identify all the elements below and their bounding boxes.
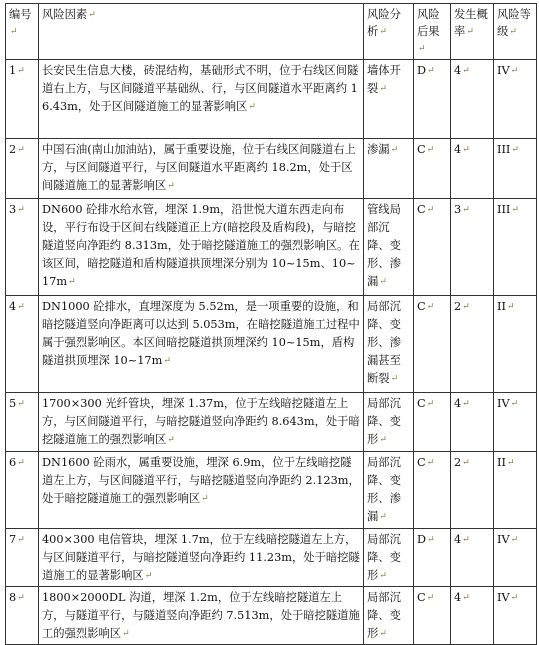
cell-factor: 1800×2000DL 沟道，埋深 1.2m，位于左线暗挖隧道左上方，与隧道平行，与隧道竖向净距约 7.513m，处于暗挖隧道施工的强烈影响区↵ [39,587,364,645]
cell-factor: 400×300 电信管块，埋深 1.7m，位于左线暗挖隧道左上方，与区间隧道平行，与暗挖隧道竖向净距约 11.23m，处于暗挖隧道施工的显著影响区↵ [39,529,364,587]
cell-no: 1↵ [6,60,39,139]
cell-factor: DN600 砼排水给水管，埋深 1.9m，沿世悦大道东西走向布设，平行布设于区间右线隧道正上方(暗挖段及盾构段)，与暗挖隧道竖向净距约 8.313m，处于暗挖隧道施工的强烈影响区。在该区间，暗挖隧道和盾构隧道拱顶埋深分别为 10~15m、10~17m↵ [39,199,364,296]
cell-probability: 2↵ [451,296,494,393]
header-consequence: 风险后果↵ [414,4,451,60]
cell-consequence: C↵ [414,199,451,296]
cell-no: 8↵ [6,587,39,645]
cell-consequence: C↵ [414,587,451,645]
cell-no: 3↵ [6,199,39,296]
cell-level: IV↵ [494,529,537,587]
header-analysis: 风险分析↵ [364,4,414,60]
risk-table [5,3,537,645]
cell-consequence: C↵ [414,393,451,452]
cell-level: IV↵ [494,393,537,452]
cell-no: 7↵ [6,529,39,587]
header-row [6,4,537,60]
cell-level: IV↵ [494,60,537,139]
table-row [6,529,537,587]
cell-factor: DN1600 砼雨水，属重要设施，埋深 6.9m，位于左线暗挖隧道左上方，与区间隧道平行，与暗挖隧道竖向净距约 2.123m，处于暗挖隧道施工的强烈影响区↵ [39,452,364,529]
cell-analysis: 局部沉降、变形、渗漏甚至断裂↵ [364,296,414,393]
cell-level: II↵ [494,452,537,529]
cell-probability: 4↵ [451,587,494,645]
cell-consequence: D↵ [414,529,451,587]
cell-probability: 4↵ [451,139,494,199]
table-row [6,199,537,296]
cell-factor: 长安民生信息大楼，砖混结构，基础形式不明，位于右线区间隧道右上方，与区间隧道平基础纵、行，与区间隧道水平距离约 16.43m，处于区间隧道施工的显著影响区↵ [39,60,364,139]
cell-no: 4↵ [6,296,39,393]
cell-analysis: 渗漏↵ [364,139,414,199]
cell-level: II↵ [494,296,537,393]
cell-analysis: 局部沉降、变形、渗漏↵ [364,452,414,529]
header-factor: 风险因素↵ [39,4,364,60]
cell-consequence: D↵ [414,60,451,139]
cell-analysis: 局部沉降、变形↵ [364,529,414,587]
cell-probability: 4↵ [451,393,494,452]
risk-table-container [5,3,536,645]
cell-factor: 1700×300 光纤管块，埋深 1.37m，位于左线暗挖隧道左上方，与区间隧道平行，与暗挖隧道竖向净距约 8.643m，处于暗挖隧道施工的强烈影响区↵ [39,393,364,452]
cell-analysis: 管线局部沉降、变形、渗漏↵ [364,199,414,296]
cell-probability: 4↵ [451,529,494,587]
cell-probability: 4↵ [451,60,494,139]
cell-level: III↵ [494,139,537,199]
table-row [6,393,537,452]
cell-probability: 3↵ [451,199,494,296]
cell-analysis: 墙体开裂↵ [364,60,414,139]
cell-no: 6↵ [6,452,39,529]
cell-consequence: C↵ [414,296,451,393]
table-row [6,60,537,139]
cell-no: 2↵ [6,139,39,199]
cell-level: IV↵ [494,587,537,645]
table-row [6,139,537,199]
table-row [6,452,537,529]
cell-analysis: 局部沉降、变形↵ [364,587,414,645]
header-level: 风险等级↵ [494,4,537,60]
cell-no: 5↵ [6,393,39,452]
cell-factor: DN1000 砼排水，直埋深度为 5.52m，是一项重要的设施，和暗挖隧道竖向净距离可以达到 5.053m，在暗挖隧道施工过程中属于强烈影响区。本区间暗挖隧道拱顶埋深约 10~15m，盾构隧道拱顶埋深 10~17m↵ [39,296,364,393]
table-row [6,587,537,645]
cell-consequence: C↵ [414,139,451,199]
cell-analysis: 局部沉降、变形↵ [364,393,414,452]
cell-probability: 2↵ [451,452,494,529]
header-probability: 发生概率↵ [451,4,494,60]
cell-consequence: C↵ [414,452,451,529]
header-no: 编号↵ [6,4,39,60]
table-row [6,296,537,393]
cell-level: III↵ [494,199,537,296]
cell-factor: 中国石油(南山加油站)，属于重要设施，位于右线区间隧道右上方，与区间隧道平行，与区间隧道水平距离约 18.2m，处于区间隧道施工的显著影响区↵ [39,139,364,199]
